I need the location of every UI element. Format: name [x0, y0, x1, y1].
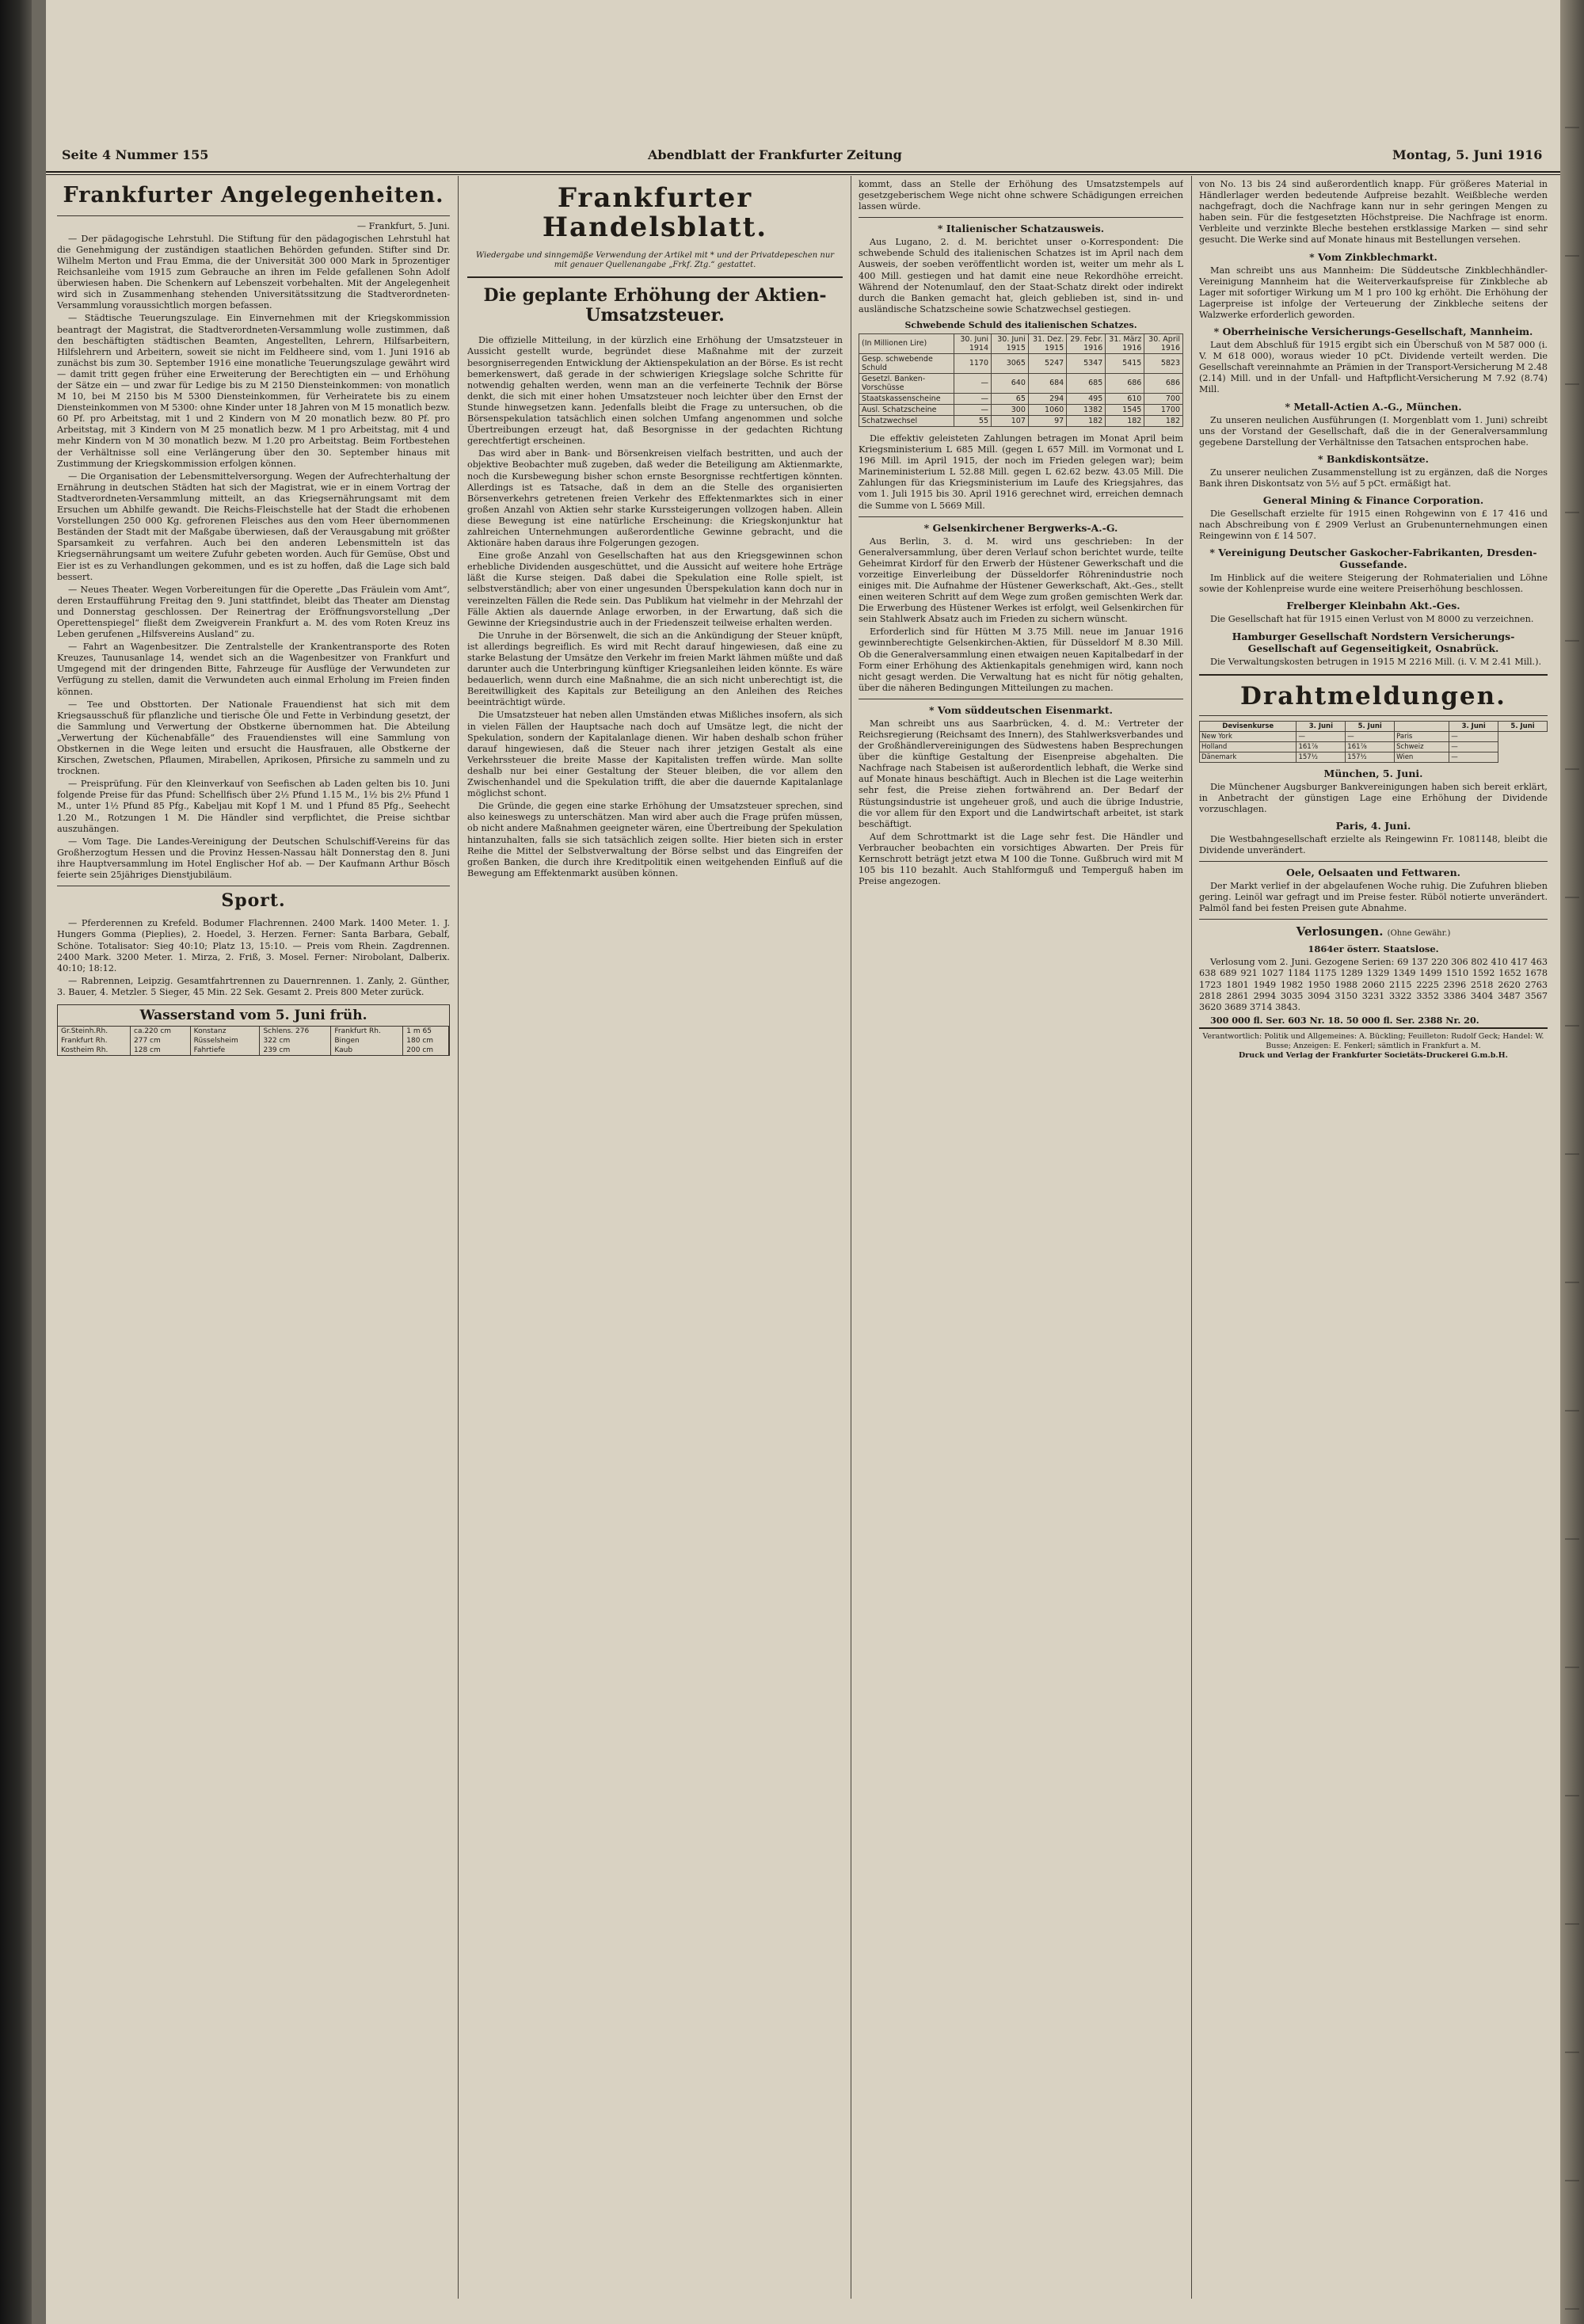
table-cell: — [954, 373, 992, 393]
section-title: Frankfurter Handelsblatt. [542, 182, 768, 244]
imprint [1199, 1027, 1548, 1061]
table-cell: 5415 [1106, 353, 1144, 373]
table-cell: Kaub [331, 1046, 403, 1055]
imprint-publisher: Druck und Verlag der Frankfurter Societäts-Druckerei G.m.b.H. [1239, 1050, 1508, 1060]
table-cell: 640 [992, 373, 1029, 393]
table-cell: Wien [1395, 752, 1449, 762]
table-cell: 5247 [1028, 353, 1066, 373]
drahtmeldungen-title: Drahtmeldungen. [1240, 681, 1506, 711]
article-title: Frelberger Kleinbahn Akt.-Ges. [1286, 600, 1460, 612]
table-cell: Schlens. 276 [260, 1027, 331, 1036]
article-body [57, 221, 450, 881]
paragraph: Zu unserer neulichen Zusammenstellung ist zu ergänzen, daß die Norges Bank ihren Diskontsatz von 5½ auf 5 pCt. ermäßigt hat. [1199, 467, 1548, 489]
article-title: Hamburger Gesellschaft Nordstern Versicherungs-Gesellschaft auf Gegenseitigkeit, Osnabrück. [1232, 630, 1515, 654]
table-header: 30. Juni 1914 [954, 333, 992, 353]
article-body [859, 718, 1183, 887]
news-item-preispruefung: — Preisprüfung. Für den Kleinverkauf von Seefischen ab Laden gelten bis 10. Juni folgende Preise für das Pfund: Schellfisch über 2½ Pfund 1.15 M., 1½ bis 2½ Pfund 1 M., unter 1½ Pfund 85 Pfg., Kabeljau mit Kopf 1 M. und 1 Pfund 85 Pfg., Seehecht 1.20 M., Rotzungen 1 M. Die Händler sind verpflichtet, die Preise sichtbar auszuhängen. [57, 779, 450, 834]
table-header: 30. April 1916 [1144, 333, 1183, 353]
devisen-table [1199, 721, 1548, 763]
paragraph: Die Gründe, die gegen eine starke Erhöhung der Umsatzsteuer sprechen, sind also keineswegs zu unterschätzen. Man wird aber auch die Frage prüfen müssen, ob nicht andere Maßnahmen geeigneter wären, eine Übertreibung der Spekulation hintanzuhalten, falls sie sich tatsächlich zeigen sollte. Hier bieten sich in erster Reihe die Mittel der Selbstverwaltung der Börse selbst und das Eingreifen der großen Banken, die durch ihre Kreditpolitik einen weitgehenden Einfluß auf die Bewegung am Effektenmarkt ausüben können. [467, 801, 843, 878]
paragraph: Laut dem Abschluß für 1915 ergibt sich ein Überschuß von M 587 000 (i. V. M 618 000), woraus wieder 10 pCt. Dividende verteilt werden. Die Gesellschaft vereinnahmte an Prämien in der Transport-Versicherung M 2.48 (2.14) Mill. und in der Unfall- und Haftpflicht-Versicherung M 7.92 (8.74) Mill. [1199, 340, 1548, 395]
table-cell: 157½ [1297, 752, 1346, 762]
paragraph: kommt, dass an Stelle der Erhöhung des Umsatzstempels auf gesetzgeberischem Wege nicht ohne schwere Schädigungen erreichen lassen würde. [859, 179, 1183, 212]
table-cell: 200 cm [403, 1046, 449, 1055]
paragraph: Die Westbahngesellschaft erzielte als Reingewinn Fr. 1081148, bleibt die Dividende unverändert. [1199, 833, 1548, 855]
table-cell: 1 m 65 [403, 1027, 449, 1036]
table-cell: — [1297, 731, 1346, 741]
table-cell: 55 [954, 415, 992, 426]
paragraph: Man schreibt uns aus Saarbrücken, 4. d. M.: Vertreter der Reichsregierung (Reichsamt des Innern), des Stahlwerksverbandes und der Großhändlervereinigungen des Südwestens haben Besprechungen über die künftige Gestaltung der Eisenpreise abgehalten. Die Nachfrage nach Stabeisen ist außerordentlich lebhaft, die Werke sind auf Monate hinaus beschäftigt. Auch in Blechen ist die Lage weiterhin sehr fest, die Preise ziehen fortwährend an. Der Bedarf der Rüstungsindustrie ist ungeheuer groß, und auch die übrige Industrie, die vor allem für den Export und die Landwirtschaft arbeitet, ist stark beschäftigt. [859, 718, 1183, 829]
table-cell: 294 [1028, 393, 1066, 404]
paragraph: Die Verwaltungskosten betrugen in 1915 M 2216 Mill. (i. V. M 2.41 Mill.). [1210, 656, 1542, 667]
paragraph: Aus Berlin, 3. d. M. wird uns geschrieben: In der Generalversammlung, über deren Verlauf schon berichtet wurde, teilte Geheimrat Kirdorf für den Erwerb der Hüstener Gewerkschaft und die vorzeitige Einverleibung der Düsseldorfer Röhrenindustrie noch einiges mit. Die Aufnahme der Hüstener Gewerkschaft, Akt.-Ges., stellt einen weiteren Schritt auf dem Wege zum großen gemischten Werk dar. Die Erwerbung des Hüstener Werkes ist erfolgt, weil Gelsenkirchen für sein Stahlwerk Absatz auch im Frieden zu sichern wünscht. [859, 535, 1183, 625]
table-cell: 5347 [1067, 353, 1106, 373]
table-title: Schwebende Schuld des italienischen Schatzes. [904, 319, 1137, 330]
sport-body [57, 918, 450, 998]
head-rule [46, 171, 1560, 173]
rule [1199, 861, 1548, 862]
article-body [859, 179, 1183, 212]
table-cell: 161⅞ [1297, 741, 1346, 752]
masthead-label: Abendblatt der Frankfurter Zeitung [648, 147, 902, 162]
article-title: * Gelsenkirchener Bergwerks-A.-G. [923, 521, 1118, 534]
table-cell: Schatzwechsel [859, 415, 954, 426]
table-row [1200, 741, 1548, 752]
paragraph: Die Gesellschaft erzielte für 1915 einen Rohgewinn von £ 17 416 und nach Abschreibung von £ 2909 Verlust an Grubenunternehmungen einen Reingewinn von £ 14 507. [1199, 508, 1548, 542]
article-title: 1864er österr. Staatslose. [1308, 943, 1439, 955]
table-cell: ca.220 cm [131, 1027, 191, 1036]
table-cell: 1382 [1067, 404, 1106, 415]
table-header: 5. Juni [1498, 721, 1548, 731]
table-cell: Bingen [331, 1036, 403, 1046]
page-edge [1560, 0, 1584, 2324]
table-cell: 65 [992, 393, 1029, 404]
article-title: Die geplante Erhöhung der Aktien-Umsatzsteuer. [483, 284, 827, 326]
table-cell: Rüsselsheim [190, 1036, 260, 1046]
table-cell: 157½ [1346, 752, 1395, 762]
article-body [859, 536, 1183, 694]
paragraph: Eine große Anzahl von Gesellschaften hat aus den Kriegsgewinnen schon erhebliche Dividenden ausgeschüttet, und die Aussicht auf weitere hohe Erträge läßt die Kurse steigen. Daß dabei die Spekulation eine Rolle spielt, ist selbstverständlich; aber von einer ungesunden Überspekulation kann doch nur in vereinzelten Fällen die Rede sein. Das Publikum hat vielmehr in der Mehrzahl der Fälle Aktien als dauernde Anlage erworben, in der Erwartung, daß sich die Gewinne der Kriegsindustrie auch in der Friedenszeit teilweise erhalten werden. [467, 551, 843, 628]
table-row [58, 1036, 449, 1046]
water-level-table [58, 1027, 449, 1055]
newspaper-page [46, 0, 1560, 2324]
table-cell: 495 [1067, 393, 1106, 404]
table-cell: 1700 [1144, 404, 1183, 415]
article-body [859, 433, 1183, 512]
page-edge-ticks [1565, 0, 1579, 2324]
rule [467, 276, 843, 278]
water-level-box [57, 1004, 450, 1056]
paragraph: Die effektiv geleisteten Zahlungen betragen im Monat April beim Kriegsministerium L 685 Mill. (gegen L 657 Mill. im Vormonat und L 196 Mill. im April 1915, der noch im Frieden gelegen war); beim Marineministerium L 52.88 Mill. gegen L 62.62 bezw. 43.05 Mill. Die Zahlungen für das Kriegsministerium im Laufe des Kriegsjahres, das vom 1. Juli 1915 bis 30. April 1916 gerechnet wird, erreichen demnach die Summe von L 5669 Mill. [859, 432, 1183, 511]
devisen-label: Devisenkurse [1200, 721, 1297, 731]
sport-title: Sport. [221, 890, 286, 912]
article-title: * Vereinigung Deutscher Gaskocher-Fabrikanten, Dresden-Gussefande. [1209, 547, 1537, 571]
table-row [1200, 752, 1548, 762]
table-cell: 1545 [1106, 404, 1144, 415]
verlosungen-title [1199, 924, 1548, 939]
section-title: Frankfurter Angelegenheiten. [63, 183, 444, 208]
paragraph: Das wird aber in Bank- und Börsenkreisen vielfach bestritten, und auch der objektive Beobachter muß zugeben, daß weder die Beteiligung am Aktienmarkte, noch die Kursbewegung bisher schon ernste Besorgnisse rechtfertigen könnten. Allerdings ist es Tatsache, daß in dem an die Stelle des organisierten Börsenverkehrs getretenen freien Verkehr des Effektenmarktes sich in einer großen Anzahl von Aktien sehr starke Kurssteigerungen vollzogen haben. Allein diese Bewegung ist eine natürliche Erscheinung: die Kriegskonjunktur hat zahlreichen Unternehmungen außerordentliche Gewinne gebracht, und die Aktionäre haben daraus ihre Folgerungen gezogen. [467, 448, 843, 549]
column-handel-2 [859, 179, 1183, 2302]
table-cell: Schweiz [1395, 741, 1449, 752]
table-cell: 107 [992, 415, 1029, 426]
table-cell: New York [1200, 731, 1297, 741]
table-header: 30. Juni 1915 [992, 333, 1029, 353]
table-header: 5. Juni [1346, 721, 1395, 731]
rule [1199, 674, 1548, 676]
rule [859, 217, 1183, 218]
table-cell: Frankfurt Rh. [331, 1027, 403, 1036]
paragraph: Die Gesellschaft hat für 1915 einen Verlust von M 8000 zu verzeichnen. [1210, 614, 1534, 625]
table-cell: 684 [1028, 373, 1066, 393]
table-cell: Ausl. Schatzscheine [859, 404, 954, 415]
table-cell: 322 cm [260, 1036, 331, 1046]
article-title: * Metall-Actien A.-G., München. [1285, 400, 1462, 413]
table-row [58, 1027, 449, 1036]
table-cell: Holland [1200, 741, 1297, 752]
paragraph: Zu unseren neulichen Ausführungen (I. Morgenblatt vom 1. Juni) schreibt uns der Vorstand der Gesellschaft, daß die in der Generalversammlung gegebene Darstellung der Verhältnisse den Tatsachen entsprochen habe. [1199, 414, 1548, 448]
article-title: * Bankdiskontsätze. [1317, 452, 1429, 465]
paragraph: 300 000 fl. Ser. 603 Nr. 18. 50 000 fl. Ser. 2388 Nr. 20. [1210, 1014, 1479, 1026]
imprint-editors: Verantwortlich: Politik und Allgemeines: A. Bückling; Feuilleton: Rudolf Geck; Handel: W. Busse; Anzeigen: E. Fenkerl; sämtlich in Frankfurt a. M. [1202, 1031, 1544, 1050]
table-row [859, 373, 1183, 393]
paragraph: Auf dem Schrottmarkt ist die Lage sehr fest. Die Händler und Verbraucher beobachten ein vorsichtiges Abwarten. Der Preis für Kernschrott beträgt jetzt etwa M 100 die Tonne. Gußbruch wird mit M 105 bis 110 bezahlt. Auch Stahlformguß und Temperguß haben im Preise angezogen. [859, 831, 1183, 887]
table-header: 31. Dez. 1915 [1028, 333, 1066, 353]
table-cell: Staatskassenscheine [859, 393, 954, 404]
article-title: Oele, Oelsaaten und Fettwaren. [1285, 867, 1461, 879]
table-cell: 180 cm [403, 1036, 449, 1046]
issue-date: Montag, 5. Juni 1916 [1392, 147, 1543, 162]
book-binding [0, 0, 32, 2324]
paragraph: Aus Lugano, 2. d. M. berichtet unser o-Korrespondent: Die schwebende Schuld des italienischen Schatzes ist im April nach dem Ausweis, der soeben veröffentlicht worden ist, weiter um mehr als L 400 Mill. gestiegen und hat damit eine neue Rekordhöhe erreicht. Während der Notenumlauf, den der Staat-Schatz direkt oder indirekt durch die Banken gemacht hat, gleich geblieben ist, sind in- und ausländische Schatzscheine sowie Schatzwechsel gestiegen. [859, 237, 1183, 314]
table-unit: (In Millionen Lire) [859, 333, 954, 353]
sport-item-leipzig: — Rabrennen, Leipzig. Gesamtfahrtrennen zu Dauernrennen. 1. Zanly, 2. Günther, 3. Bauer, 4. Metzler. 5 Sieger, 45 Min. 22 Sek. Gesamt 2. Preis 800 Meter zurück. [57, 975, 450, 997]
table-cell: 1060 [1028, 404, 1066, 415]
column-drahtmeldungen [1199, 179, 1548, 2302]
table-cell: 128 cm [131, 1046, 191, 1055]
table-cell: Gesp. schwebende Schuld [859, 353, 954, 373]
rule [1199, 715, 1548, 716]
table-row [859, 353, 1183, 373]
paragraph: Im Hinblick auf die weitere Steigerung der Rohmaterialien und Löhne sowie der Kohlenpreise wurde eine weitere Preiserhöhung beschlossen. [1199, 573, 1548, 595]
table-row [58, 1046, 449, 1055]
article-body [467, 335, 843, 879]
paragraph: Die Münchener Augsburger Bankvereinigungen haben sich bereit erklärt, in Anbetracht der günstigen Lage eine Erhöhung der Dividende vorzuschlagen. [1199, 781, 1548, 814]
news-item-wagenbesitzer: — Fahrt an Wagenbesitzer. Die Zentralstelle der Krankentransporte des Roten Kreuzes, Taunusanlage 14, wendet sich an die Wagenbesitzer von Frankfurt und Umgegend mit der dringenden Bitte, Fahrzeuge für Ausflüge der Verwundeten zur Verfügung zu stellen, damit die Verwundeten auch einmal Erholung im Freien finden können. [57, 642, 450, 697]
article-title: * Italienischer Schatzausweis. [937, 223, 1105, 235]
news-item-lebensmittel: — Die Organisation der Lebensmittelversorgung. Wegen der Aufrechterhaltung der Ernährung in deutschen Städten hat sich der Magistrat, wie er in einem Vortrag der Stadtverordneten-Versammlung mitteilt, an das Kriegsernährungsamt mit dem Ersuchen um Abhilfe gewandt. Die Reichs-Fleischstelle hat der Stadt die erhobenen Vorstellungen 250 000 Kg. gefrorenen Fleisches aus den vom Heer übernommenen Beständen der Stadt mit der Maßgabe überwiesen, daß der Verausgabung mit größter Sparsamkeit zu verfahren. Auch bei den anderen Lebensmitteln ist das Kriegsernährungsamt um weitere Zufuhr gebeten worden. Auch für Gemüse, Obst und Eier ist es zu Verhandlungen gekommen, und es ist zu hoffen, daß die Lage sich bald bessert. [57, 471, 450, 582]
table-cell: 1170 [954, 353, 992, 373]
table-row [859, 393, 1183, 404]
table-header: 3. Juni [1449, 721, 1498, 731]
table-header: 29. Febr. 1916 [1067, 333, 1106, 353]
table-cell: 97 [1028, 415, 1066, 426]
column-rule [458, 176, 459, 2299]
debt-table [859, 333, 1183, 427]
table-cell: 182 [1067, 415, 1106, 426]
verlosungen-note: (Ohne Gewähr.) [1387, 929, 1451, 939]
page-number-label: Seite 4 Nummer 155 [62, 147, 209, 162]
paragraph: Der Markt verlief in der abgelaufenen Woche ruhig. Die Zufuhren blieben gering. Leinöl war gefragt und im Preise fester. Rüböl notierte unverändert. Palmöl fand bei festen Preisen gute Abnahme. [1199, 881, 1548, 914]
verlosungen-label: Verlosungen. [1296, 924, 1384, 939]
table-cell: 700 [1144, 393, 1183, 404]
paragraph: Die Unruhe in der Börsenwelt, die sich an die Ankündigung der Steuer knüpft, ist allerdings begreiflich. Es wird mit Recht darauf hingewiesen, daß eine zu starke Belastung der Umsätze den Verkehr im freien Markt lähmen müßte und daß darunter auch die Unterbringung künftiger Kriegsanleihen leiden könnte. Es wäre bedauerlich, wenn durch eine Maßnahme, die an sich nicht unberechtigt ist, die Bereitwilligkeit des Kapitals zur Beteiligung an den Anleihen des Reiches beeinträchtigt würde. [467, 630, 843, 708]
paragraph: Man schreibt uns aus Mannheim: Die Süddeutsche Zinkblechhändler-Vereinigung Mannheim hat die Weiterverkaufspreise für Zinkbleche ab Lager mit sofortiger Wirkung um M 1 pro 100 kg erhöht. Die Erhöhung der Lagerpreise ist infolge der Verteuerung der Zinkbleche seitens der Walzwerke erforderlich geworden. [1199, 265, 1548, 320]
paragraph: Die Umsatzsteuer hat neben allen Umständen etwas Mißliches insofern, als sich in vielen Fällen der Hauptsache nach doch auf Umsätze legt, die nicht der Spekulation, sondern der Kapitalanlage dienen. Wir haben deshalb schon früher darauf hingewiesen, daß die Steuer nach ihrer jetzigen Gestalt als eine Verkehrssteuer die breite Masse der Kapitalisten treffen würde. Man sollte deshalb nur bei einer Gestaltung der Steuer bleiben, die vor allem den Zwischenhandel und die Spekulation trifft, die aber die dauernde Kapitalanlage möglichst schont. [467, 710, 843, 799]
table-cell: Frankfurt Rh. [58, 1036, 131, 1046]
water-level-title: Wasserstand vom 5. Juni früh. [58, 1005, 449, 1027]
column-frankfurter-angelegenheiten [57, 179, 450, 2302]
table-cell: — [954, 404, 992, 415]
article-body [1199, 179, 1548, 246]
table-cell: Dänemark [1200, 752, 1297, 762]
article-title: * Vom Zinkblechmarkt. [1309, 250, 1437, 263]
paragraph: von No. 13 bis 24 sind außerordentlich knapp. Für größeres Material in Händlerlager werden bedeutende Aufpreise bezahlt. Weißbleche werden nachgefragt, doch die Nachfrage kann nur in sehr geringen Mengen zu haben sein. Für die festgesetzten Höchstpreise. Die Nachfrage ist enorm. Verbleite und verzinkte Bleche bestehen erstklassige Marken — sind sehr gesucht. Die Werke sind auf Monate hinaus mit Bestellungen versehen. [1199, 179, 1548, 246]
dateline: — Frankfurt, 5. Juni. [356, 220, 450, 231]
table-cell: — [1449, 752, 1498, 762]
table-cell: Gr.Steinh.Rh. [58, 1027, 131, 1036]
table-row [1200, 731, 1548, 741]
article-title: München, 5. Juni. [1323, 767, 1423, 779]
running-head [46, 147, 1560, 168]
table-cell: 5823 [1144, 353, 1183, 373]
rule [1199, 919, 1548, 920]
article-title: General Mining & Finance Corporation. [1262, 493, 1484, 506]
table-cell: 685 [1067, 373, 1106, 393]
sport-item-krefeld: — Pferderennen zu Krefeld. Bodumer Flachrennen. 2400 Mark. 1400 Meter. 1. J. Hungers Gomma (Pieplies), 2. Hoedel, 3. Herzen. Ferner: Santa Barbara, Gebalf, Schöne. Totalisator: Sieg 40:10; Platz 13, 15:10. — Preis vom Rhein. Zagdrennen. 2400 Mark. 3200 Meter. 1. Mirza, 2. Friß, 3. Mosel. Ferner: Nirobolant, Dalberix. 40:10; 18:12. [57, 918, 450, 973]
rule [859, 516, 1183, 517]
head-rule-secondary [46, 174, 1560, 175]
table-cell: Fahrtiefe [190, 1046, 260, 1055]
table-cell: 686 [1144, 373, 1183, 393]
column-rule [1191, 176, 1192, 2299]
news-item-teuerungszulage: — Städtische Teuerungszulage. Ein Einvernehmen mit der Kriegskommission beantragt der Magistrat, die Stadtverordneten-Versammlung wolle zustimmen, daß den beschäftigten städtischen Beamten, Angestellten, Lehrern, Hilfsarbeitern, Hilfslehrern und Arbeitern, soweit sie nicht im Feldheere sind, vom 1. Juni 1916 ab zunächst bis zum 30. September 1916 eine monatliche Teuerungszulage gewährt wird — damit tritt gegen früher eine Erweiterung der Berechtigten ein — und Erhöhung der Sätze ein — und zwar für Ledige bis zu M 2150 Diensteinkommen: von monatlich M 10, bei M 2150 bis M 5300 Diensteinkommen, für Verheiratete bis zu einem Diensteinkommen von M 5300: ohne Kinder unter 18 Jahren von M 15 monatlich bezw. 60 Pf. pro Arbeitstag, mit 1 und 2 Kindern von M 20 monatlich bezw. 80 Pf. pro Arbeitstag, mit 3 Kindern von M 25 monatlich bezw. M 1 pro Arbeitstag, mit 4 und mehr Kindern von M 30 monatlich bezw. M 1.20 pro Arbeitstag. Beim Fortbestehen der Verhältnisse soll eine Verlängerung über den 30. September hinaus mit Zustimmung der Kriegskommission erfolgen können. [57, 313, 450, 469]
table-cell: Konstanz [190, 1027, 260, 1036]
article-title: Paris, 4. Juni. [1335, 819, 1411, 832]
table-cell: — [1449, 741, 1498, 752]
table-cell: 300 [992, 404, 1029, 415]
column-handelsblatt [467, 179, 843, 2302]
table-header: 31. März 1916 [1106, 333, 1144, 353]
table-cell: 686 [1106, 373, 1144, 393]
table-cell: — [954, 393, 992, 404]
table-cell: Gesetzl. Banken-Vorschüsse [859, 373, 954, 393]
table-cell: — [1346, 731, 1395, 741]
news-item-theater: — Neues Theater. Wegen Vorbereitungen für die Operette „Das Fräulein vom Amt“, deren Erstaufführung Freitag den 9. Juni stattfindet, bleibt das Theater am Dienstag und Donnerstag geschlossen. Der Reinertrag der Eröffnungsvorstellung „Der Operettenspiegel“ fließt dem Zweigverein Frankfurt a. M. des vom Roten Kreuz ins Leben gerufenen „Hilfsvereins Ausland“ zu. [57, 584, 450, 640]
reprint-note: Wiedergabe und sinngemäße Verwendung der Artikel mit * und der Privatdepeschen nur mit genauer Quellenangabe „Frkf. Ztg.“ gestattet. [475, 250, 835, 269]
article-body [859, 237, 1183, 315]
table-cell: 3065 [992, 353, 1029, 373]
paragraph: Verlosung vom 2. Juni. Gezogene Serien: 69 137 220 306 802 410 417 463 638 689 921 1027 1184 1175 1289 1329 1349 1499 1510 1592 1652 1678 1723 1801 1949 1982 1950 1988 2060 2115 2225 2396 2518 2620 2763 2818 2861 2994 3035 3094 3150 3231 3322 3352 3386 3404 3487 3567 3620 3689 3714 3843. [1199, 957, 1548, 1012]
table-cell: 182 [1144, 415, 1183, 426]
news-item-lehrstuhl: — Der pädagogische Lehrstuhl. Die Stiftung für den pädagogischen Lehrstuhl hat die Genehmigung der zuständigen staatlichen Behörden gefunden. Stifter sind Dr. Wilhelm Merton und Frau Emma, die der Universität 300 000 Mark in 5prozentiger Reichsanleihe vom 1915 zum Gebrauche an ihren im Felde gefallenen Sohn Adolf überwiesen haben. Die Schenkern auf Lebenszeit vorbehalten. Mit der Angelegenheit wird sich in Zusammenhang stehenden Universitätssitzung die Stadtverordneten-Versammlung voraussichtlich morgen befassen. [57, 233, 450, 311]
table-header: 3. Juni [1297, 721, 1346, 731]
table-cell: 277 cm [131, 1036, 191, 1046]
paragraph: Die offizielle Mitteilung, in der kürzlich eine Erhöhung der Umsatzsteuer in Aussicht gestellt wurde, begründet diese Maßnahme mit der zurzeit besorgniserregenden Entwicklung der Aktienspekulation an der Börse. Es ist recht bemerkenswert, daß gerade in der schwierigen Kriegslage solche Schritte für notwendig gehalten werden, wenn man an die verfeinerte Technik der Börse denkt, die sich mit einer hohen Umsatzsteuer noch leichter über den Ernst der Stunde hinwegsetzen kann. Jedenfalls bleibt die Frage zu untersuchen, ob die Börsenspekulation tatsächlich einen solchen Umfang angenommen und solche Übertreibungen erzeugt hat, daß Besorgnisse in der gedachten Richtung gerechtfertigt erscheinen. [467, 335, 843, 447]
table-cell: 239 cm [260, 1046, 331, 1055]
paragraph: Erforderlich sind für Hütten M 3.75 Mill. neue im Januar 1916 gewinnberechtigte Gelsenkirchen-Aktien, für Düsseldorf M 8.30 Mill. Ob die Generalversammlung einen etwaigen neuen Kapitalbedarf in der Form einer Erhöhung des Aktienkapitals genehmigen wird, kann noch nicht gesagt werden. Die Verwaltung hat es nicht für nötig gehalten, über die näheren Bedingungen Mitteilungen zu machen. [859, 627, 1183, 693]
table-row [859, 404, 1183, 415]
table-cell: — [1449, 731, 1498, 741]
article-title: * Vom süddeutschen Eisenmarkt. [929, 703, 1113, 716]
table-row [859, 415, 1183, 426]
rule [57, 215, 450, 216]
article-title: * Oberrheinische Versicherungs-Gesellschaft, Mannheim. [1213, 326, 1533, 338]
news-item-vom-tage: — Vom Tage. Die Landes-Vereinigung der Deutschen Schulschiff-Vereins für das Großherzogtum Hessen und die Provinz Hessen-Nassau hält Donnerstag den 8. Juni ihre Hauptversammlung im Hotel Englischer Hof ab. — Der Kaufmann Arthur Bösch feierte sein 25jähriges Dienstjubiläum. [57, 836, 450, 881]
table-cell: 610 [1106, 393, 1144, 404]
table-cell: 161⅞ [1346, 741, 1395, 752]
table-cell: 182 [1106, 415, 1144, 426]
news-item-frauendienst: — Tee und Obsttorten. Der Nationale Frauendienst hat sich mit dem Kriegsausschuß für pflanzliche und tierische Öle und Fette in Verbindung gesetzt, der die Sammlung und Verwertung der Obstkerne übernommen hat. Die Abteilung „Verwertung der Küchenabfälle“ des Frauendienstes will eine Sammlung von Obstkernen in die Wege leiten und ersucht die Hausfrauen, alle Obstkerne der Kirschen, Zwetschen, Pflaumen, Mirabellen, Aprikosen, Pfirsiche zu sammeln und zu trocknen. [57, 699, 450, 777]
table-header [1395, 721, 1449, 731]
binding-strip [32, 0, 46, 2324]
table-cell: Paris [1395, 731, 1449, 741]
table-cell: Kostheim Rh. [58, 1046, 131, 1055]
